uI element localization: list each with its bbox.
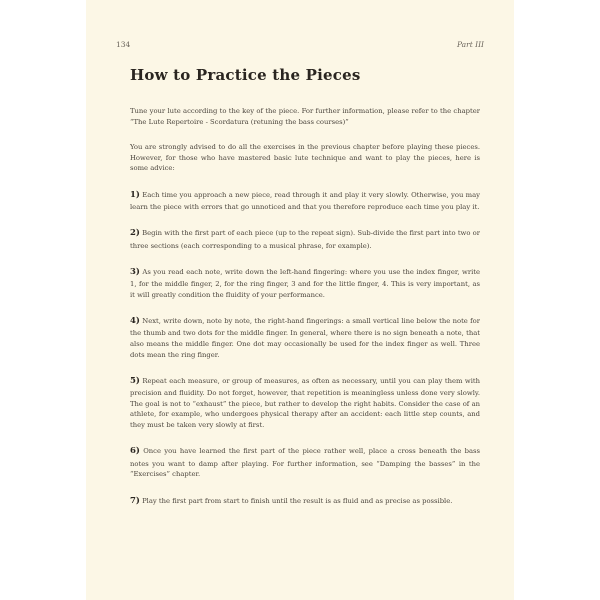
advice-text: Each time you approach a new piece, read through it and play it very slowly. Otherwise, you may learn the piece with errors that go unnoticed and that you therefore reproduce each time you play it. <box>130 190 480 211</box>
body-text <box>130 106 480 523</box>
advice-text: Play the first part from start to finish until the result is as fluid and as precise as possible. <box>142 496 453 505</box>
advice-item <box>130 315 480 360</box>
advice-number: 5) <box>130 376 140 387</box>
advice-item <box>130 445 480 479</box>
advice-number: 1) <box>130 189 140 200</box>
page-number: 134 <box>116 40 131 49</box>
advice-text: As you read each note, write down the left-hand fingering: where you use the index finger, write 1, for the middle finger, 2, for the ring finger, 3 and for the little finger, 4. This is very important, as it will greatly condition the fluidity of your performance. <box>130 268 480 299</box>
part-label: Part III <box>456 40 484 49</box>
intro-paragraph: You are strongly advised to do all the exercises in the previous chapter before playing these pieces. However, for those who have mastered basic lute technique and want to play the pieces, here is some advice: <box>130 143 480 173</box>
advice-item <box>130 375 480 430</box>
advice-item <box>130 227 480 251</box>
advice-text: Once you have learned the first part of the piece rather well, place a cross beneath the bass notes you want to damp after playing. For further information, see “Damping the basses” in the “Exercises” chapter. <box>130 447 480 479</box>
advice-number: 2) <box>130 228 140 239</box>
advice-text: Begin with the first part of each piece (up to the repeat sign). Sub-divide the first part into two or three sections (each corresponding to a musical phrase, for example). <box>130 229 480 250</box>
page-title: How to Practice the Pieces <box>130 66 361 84</box>
advice-item <box>130 266 480 300</box>
advice-number: 3) <box>130 267 140 278</box>
advice-number: 7) <box>130 495 140 506</box>
advice-text: Repeat each measure, or group of measures, as often as necessary, until you can play them with precision and fluidity. Do not forget, however, that repetition is meaningless unless done very slowly. The goal is not to “exhaust” the piece, but rather to develop the right habits. Consider the case of an athlete, for example, who undergoes physical therapy after an accident: each little step counts, and they must be taken very slowly at first. <box>130 377 480 429</box>
advice-item <box>130 189 480 213</box>
advice-item <box>130 495 480 508</box>
advice-text: Next, write down, note by note, the right-hand fingerings: a small vertical line below the note for the thumb and two dots for the middle finger. In general, where there is no sign beneath a note, that also means the middle finger. One dot may occasionally be used for the index finger as well. Three dots mean the ring finger. <box>130 317 480 359</box>
intro-paragraph: Tune your lute according to the key of the piece. For further information, please refer to the chapter “The Lute Repertoire - Scordatura (retuning the bass courses)” <box>130 107 480 126</box>
advice-number: 6) <box>130 446 140 457</box>
book-page <box>86 0 514 600</box>
advice-number: 4) <box>130 316 140 327</box>
